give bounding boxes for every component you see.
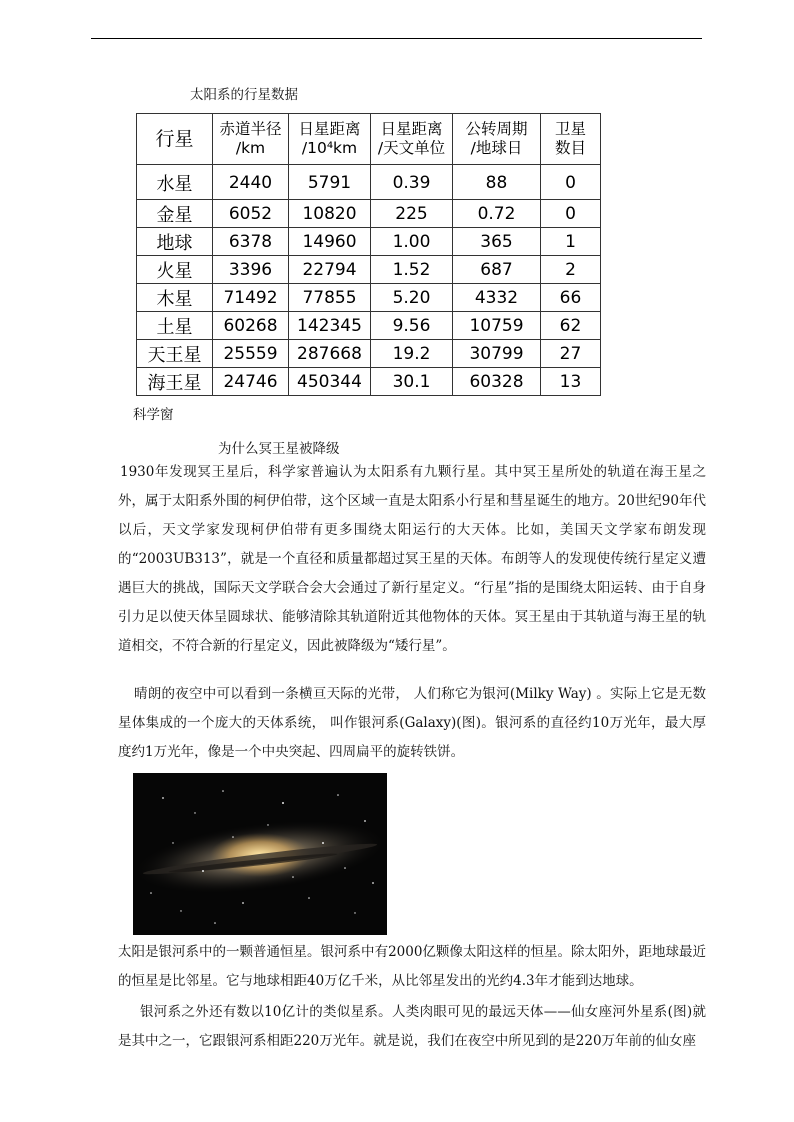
cell-radius: 6378 (213, 228, 289, 256)
header-satellites (541, 114, 601, 165)
cell-radius: 3396 (213, 256, 289, 284)
cell-planet: 木星 (137, 284, 213, 312)
cell-satellites: 13 (541, 368, 601, 396)
header-period (453, 114, 541, 165)
table-row (137, 284, 601, 312)
cell-distance-km: 5791 (289, 165, 371, 200)
cell-radius: 25559 (213, 340, 289, 368)
cell-radius: 2440 (213, 165, 289, 200)
cell-radius: 6052 (213, 200, 289, 228)
cell-planet: 天王星 (137, 340, 213, 368)
table-row (137, 340, 601, 368)
cell-distance-km: 14960 (289, 228, 371, 256)
galaxy-illustration (133, 773, 387, 935)
header-rule (91, 38, 702, 39)
header-radius-line2: /km (235, 139, 266, 157)
planet-data-table (136, 113, 601, 396)
cell-planet: 地球 (137, 228, 213, 256)
cell-radius: 60268 (213, 312, 289, 340)
cell-period: 30799 (453, 340, 541, 368)
cell-distance-au: 1.00 (371, 228, 453, 256)
table-row (137, 165, 601, 200)
table-row (137, 368, 601, 396)
cell-distance-au: 225 (371, 200, 453, 228)
cell-satellites: 0 (541, 200, 601, 228)
cell-satellites: 2 (541, 256, 601, 284)
header-satellites-line1: 卫星 (554, 120, 586, 138)
cell-period: 4332 (453, 284, 541, 312)
cell-distance-au: 0.39 (371, 165, 453, 200)
header-period-line1: 公转周期 (465, 120, 528, 138)
cell-satellites: 62 (541, 312, 601, 340)
paragraph-andromeda: 银河系之外还有数以10亿计的类似星系。人类肉眼可见的最远天体——仙女座河外星系(图)就是其中之一，它跟银河系相距220万光年。就是说，我们在夜空中所见到的是220万年前的仙女座 (118, 1004, 706, 1049)
cell-satellites: 0 (541, 165, 601, 200)
cell-satellites: 1 (541, 228, 601, 256)
cell-period: 365 (453, 228, 541, 256)
cell-radius: 71492 (213, 284, 289, 312)
cell-radius: 24746 (213, 368, 289, 396)
cell-distance-au: 19.2 (371, 340, 453, 368)
cell-period: 60328 (453, 368, 541, 396)
cell-distance-km: 142345 (289, 312, 371, 340)
table-row (137, 200, 601, 228)
header-distance-au-line1: 日星距离 (380, 120, 443, 138)
table-row (137, 312, 601, 340)
cell-distance-km: 450344 (289, 368, 371, 396)
paragraph-milky-way: 晴朗的夜空中可以看到一条横亘天际的光带， 人们称它为银河(Milky Way) 。实际上它是无数星体集成的一个庞大的天体系统， 叫作银河系(Galaxy)(图)。银河系的直径约10万光年，最大厚度约1万光年，像是一个中央突起、四周扁平的旋转铁饼。 (118, 686, 706, 760)
cell-distance-au: 9.56 (371, 312, 453, 340)
cell-period: 0.72 (453, 200, 541, 228)
header-planet-label: 行星 (155, 127, 194, 150)
galaxy-image (133, 773, 387, 935)
header-radius-line1: 赤道半径 (219, 120, 282, 138)
header-distance-km-line2: /10⁴km (301, 139, 358, 157)
header-radius (213, 114, 289, 165)
header-planet (137, 114, 213, 165)
cell-planet: 金星 (137, 200, 213, 228)
cell-period: 88 (453, 165, 541, 200)
cell-planet: 土星 (137, 312, 213, 340)
table-row (137, 228, 601, 256)
cell-period: 687 (453, 256, 541, 284)
cell-distance-km: 10820 (289, 200, 371, 228)
paragraph-sun: 太阳是银河系中的一颗普通恒星。银河系中有2000亿颗像太阳这样的恒星。除太阳外，距地球最近的恒星是比邻星。它与地球相距40万亿千米，从比邻星发出的光约4.3年才能到达地球。 (118, 944, 706, 989)
cell-distance-km: 77855 (289, 284, 371, 312)
cell-distance-km: 22794 (289, 256, 371, 284)
cell-planet: 火星 (137, 256, 213, 284)
cell-distance-au: 5.20 (371, 284, 453, 312)
cell-distance-km: 287668 (289, 340, 371, 368)
table-header-row (137, 114, 601, 165)
section-label: 科学窗 (133, 407, 174, 423)
article-title: 为什么冥王星被降级 (218, 441, 340, 457)
header-distance-au-line2: /天文单位 (377, 139, 446, 157)
header-distance-km (289, 114, 371, 165)
paragraph-pluto: 1930年发现冥王星后，科学家普遍认为太阳系有九颗行星。其中冥王星所处的轨道在海王星之外，属于太阳系外围的柯伊伯带，这个区域一直是太阳系小行星和彗星诞生的地方。20世纪90年代以后，天文学家发现柯伊伯带有更多围绕太阳运行的大天体。比如，美国天文学家布朗发现的“2003UB313”，就是一个直径和质量都超过冥王星的天体。布朗等人的发现使传统行星定义遭遇巨大的挑战，国际天文学联合会大会通过了新行星定义。“行星”指的是围绕太阳运转、由于自身引力足以使天体呈圆球状、能够清除其轨道附近其他物体的天体。冥王星由于其轨道与海王星的轨道相交，不符合新的行星定义，因此被降级为“矮行星”。 (118, 464, 706, 654)
cell-planet: 水星 (137, 165, 213, 200)
table-caption: 太阳系的行星数据 (190, 87, 298, 103)
cell-distance-au: 30.1 (371, 368, 453, 396)
header-period-line2: /地球日 (470, 139, 523, 157)
cell-satellites: 66 (541, 284, 601, 312)
cell-period: 10759 (453, 312, 541, 340)
header-distance-km-line1: 日星距离 (298, 120, 361, 138)
cell-planet: 海王星 (137, 368, 213, 396)
cell-distance-au: 1.52 (371, 256, 453, 284)
cell-satellites: 27 (541, 340, 601, 368)
header-distance-au (371, 114, 453, 165)
table-row (137, 256, 601, 284)
header-satellites-line2: 数目 (554, 139, 586, 157)
